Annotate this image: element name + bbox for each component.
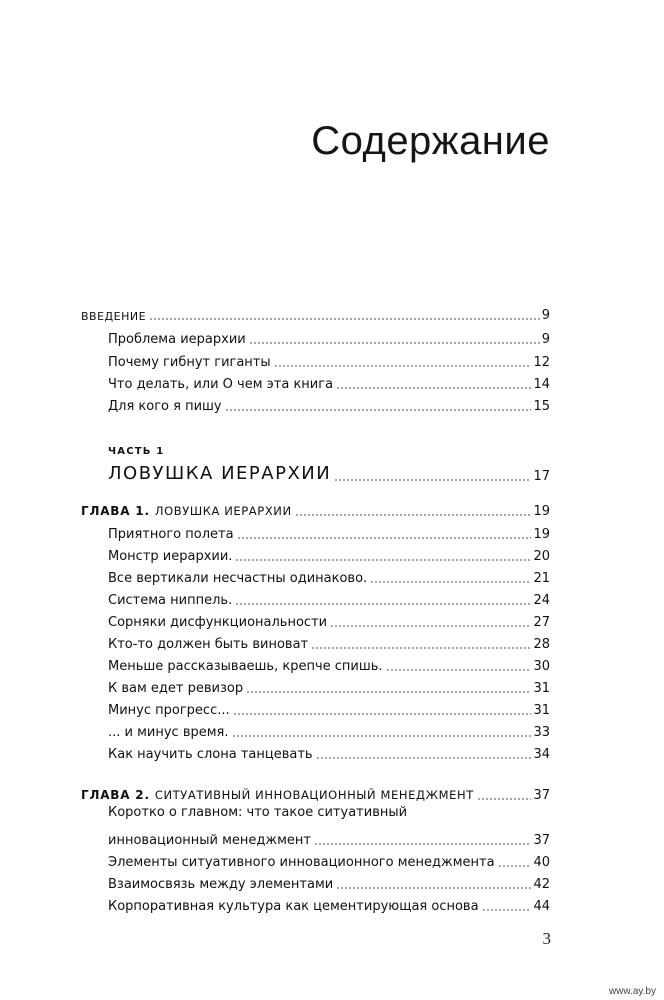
page-title: Содержание <box>311 119 550 163</box>
toc-entry-label: инновационный менеджмент <box>108 833 312 848</box>
toc-entry-intro[interactable] <box>81 300 550 322</box>
toc-entry[interactable] <box>108 739 550 761</box>
leader-dots <box>477 798 532 800</box>
toc-entry-label: Проблема иерархии <box>108 332 246 347</box>
leader-dots <box>274 365 532 367</box>
leader-dots <box>225 409 532 411</box>
toc-entry[interactable] <box>108 563 550 585</box>
leader-dots <box>314 843 531 845</box>
toc-entry[interactable] <box>108 629 550 651</box>
toc-page-number: 20 <box>533 549 550 564</box>
toc-page-number: 37 <box>533 833 550 848</box>
toc-entry[interactable] <box>108 673 550 695</box>
toc-entry-label: Взаимосвязь между элементами <box>108 877 334 892</box>
toc-entry-chapter[interactable] <box>81 780 550 802</box>
chapter-title: СИТУАТИВНЫЙ ИННОВАЦИОННЫЙ МЕНЕДЖМЕНТ <box>154 788 474 802</box>
leader-dots <box>235 559 531 561</box>
toc-entry[interactable] <box>108 695 550 717</box>
toc-entry-label: Корпоративная культура как цементирующая основа <box>108 899 479 914</box>
toc-entry-label: Почему гибнут гиганты <box>108 355 271 370</box>
toc-entry[interactable] <box>108 825 550 847</box>
leader-dots <box>233 713 532 715</box>
leader-dots <box>311 647 531 649</box>
toc-page-number: 9 <box>541 308 550 323</box>
toc-page-number: 31 <box>533 703 550 718</box>
toc-entry-label: Элементы ситуативного инновационного менеджмента <box>108 855 495 870</box>
toc-page-number: 21 <box>533 571 550 586</box>
toc-page-number: 27 <box>533 615 550 630</box>
toc-page-number: 31 <box>533 681 550 696</box>
toc-entry-label: ВВЕДЕНИЕ <box>81 310 147 323</box>
leader-dots <box>249 342 540 344</box>
watermark: www.ay.by <box>608 986 656 997</box>
part-title: ЛОВУШКА ИЕРАРХИИ <box>108 463 332 484</box>
part-label: ЧАСТЬ 1 <box>108 446 165 457</box>
toc-entry-label: Как научить слона танцевать <box>108 747 313 762</box>
toc-entry-label-line1[interactable]: Коротко о главном: что такое ситуативный <box>108 805 408 820</box>
toc-page-number: 9 <box>541 332 550 347</box>
toc-page-number: 15 <box>533 399 550 414</box>
toc-entry[interactable] <box>108 891 550 913</box>
toc-entry-label: ... и минус время. <box>108 725 229 740</box>
toc-page-number: 37 <box>533 788 550 803</box>
toc-entry-label: Для кого я пишу <box>108 399 222 414</box>
toc-page-number: 14 <box>533 377 550 392</box>
toc-page-number: 17 <box>533 469 550 484</box>
toc-entry-label: Все вертикали несчастны одинаково. <box>108 571 368 586</box>
toc-entry-label: Монстр иерархии. <box>108 549 233 564</box>
leader-dots <box>386 669 532 671</box>
page-number: 3 <box>542 929 551 948</box>
toc-page-number: 30 <box>533 659 550 674</box>
leader-dots <box>237 537 532 539</box>
toc-page-number: 33 <box>533 725 550 740</box>
toc-entry-label: Меньше рассказываешь, крепче спишь. <box>108 659 383 674</box>
toc-entry[interactable] <box>108 585 550 607</box>
toc-page-number: 24 <box>533 593 550 608</box>
leader-dots <box>370 581 531 583</box>
toc-entry[interactable] <box>108 651 550 673</box>
toc-entry[interactable] <box>108 347 550 369</box>
toc-page-number: 34 <box>533 747 550 762</box>
toc-entry-chapter[interactable] <box>81 496 550 518</box>
toc-page-number: 12 <box>533 355 550 370</box>
leader-dots <box>330 625 531 627</box>
leader-dots <box>336 887 531 889</box>
toc-page-number: 19 <box>533 504 550 519</box>
toc-entry[interactable] <box>108 869 550 891</box>
toc-entry-label: Приятного полета <box>108 527 234 542</box>
toc-page-number: 40 <box>533 855 550 870</box>
leader-dots <box>336 387 531 389</box>
toc-entry-label: Сорняки дисфункциональности <box>108 615 328 630</box>
toc-entry[interactable] <box>108 607 550 629</box>
toc-entry[interactable] <box>108 717 550 739</box>
leader-dots <box>498 865 532 867</box>
leader-dots <box>482 909 532 911</box>
leader-dots <box>235 603 531 605</box>
leader-dots <box>246 691 531 693</box>
chapter-title: ЛОВУШКА ИЕРАРХИИ <box>154 504 292 518</box>
toc-entry[interactable] <box>108 324 550 346</box>
leader-dots <box>295 514 532 516</box>
toc-entry-part[interactable] <box>108 459 550 483</box>
toc-page-number: 28 <box>533 637 550 652</box>
toc-page-number: 44 <box>533 899 550 914</box>
toc-entry[interactable] <box>108 541 550 563</box>
leader-dots <box>334 479 531 481</box>
leader-dots <box>316 757 532 759</box>
toc-entry-label: Кто-то должен быть виноват <box>108 637 309 652</box>
toc-entry-label: Минус прогресс... <box>108 703 230 718</box>
toc-entry-label: Что делать, или О чем эта книга <box>108 377 334 392</box>
toc-page-number: 19 <box>533 527 550 542</box>
leader-dots <box>149 318 540 320</box>
toc-page-number: 42 <box>533 877 550 892</box>
toc-entry[interactable] <box>108 847 550 869</box>
chapter-prefix: ГЛАВА 1. <box>81 504 150 518</box>
toc-entry[interactable] <box>108 519 550 541</box>
chapter-prefix: ГЛАВА 2. <box>81 788 150 802</box>
toc-entry-label: К вам едет ревизор <box>108 681 244 696</box>
toc-entry[interactable] <box>108 391 550 413</box>
toc-entry[interactable] <box>108 369 550 391</box>
leader-dots <box>232 735 532 737</box>
toc-entry-label: Система ниппель. <box>108 593 233 608</box>
